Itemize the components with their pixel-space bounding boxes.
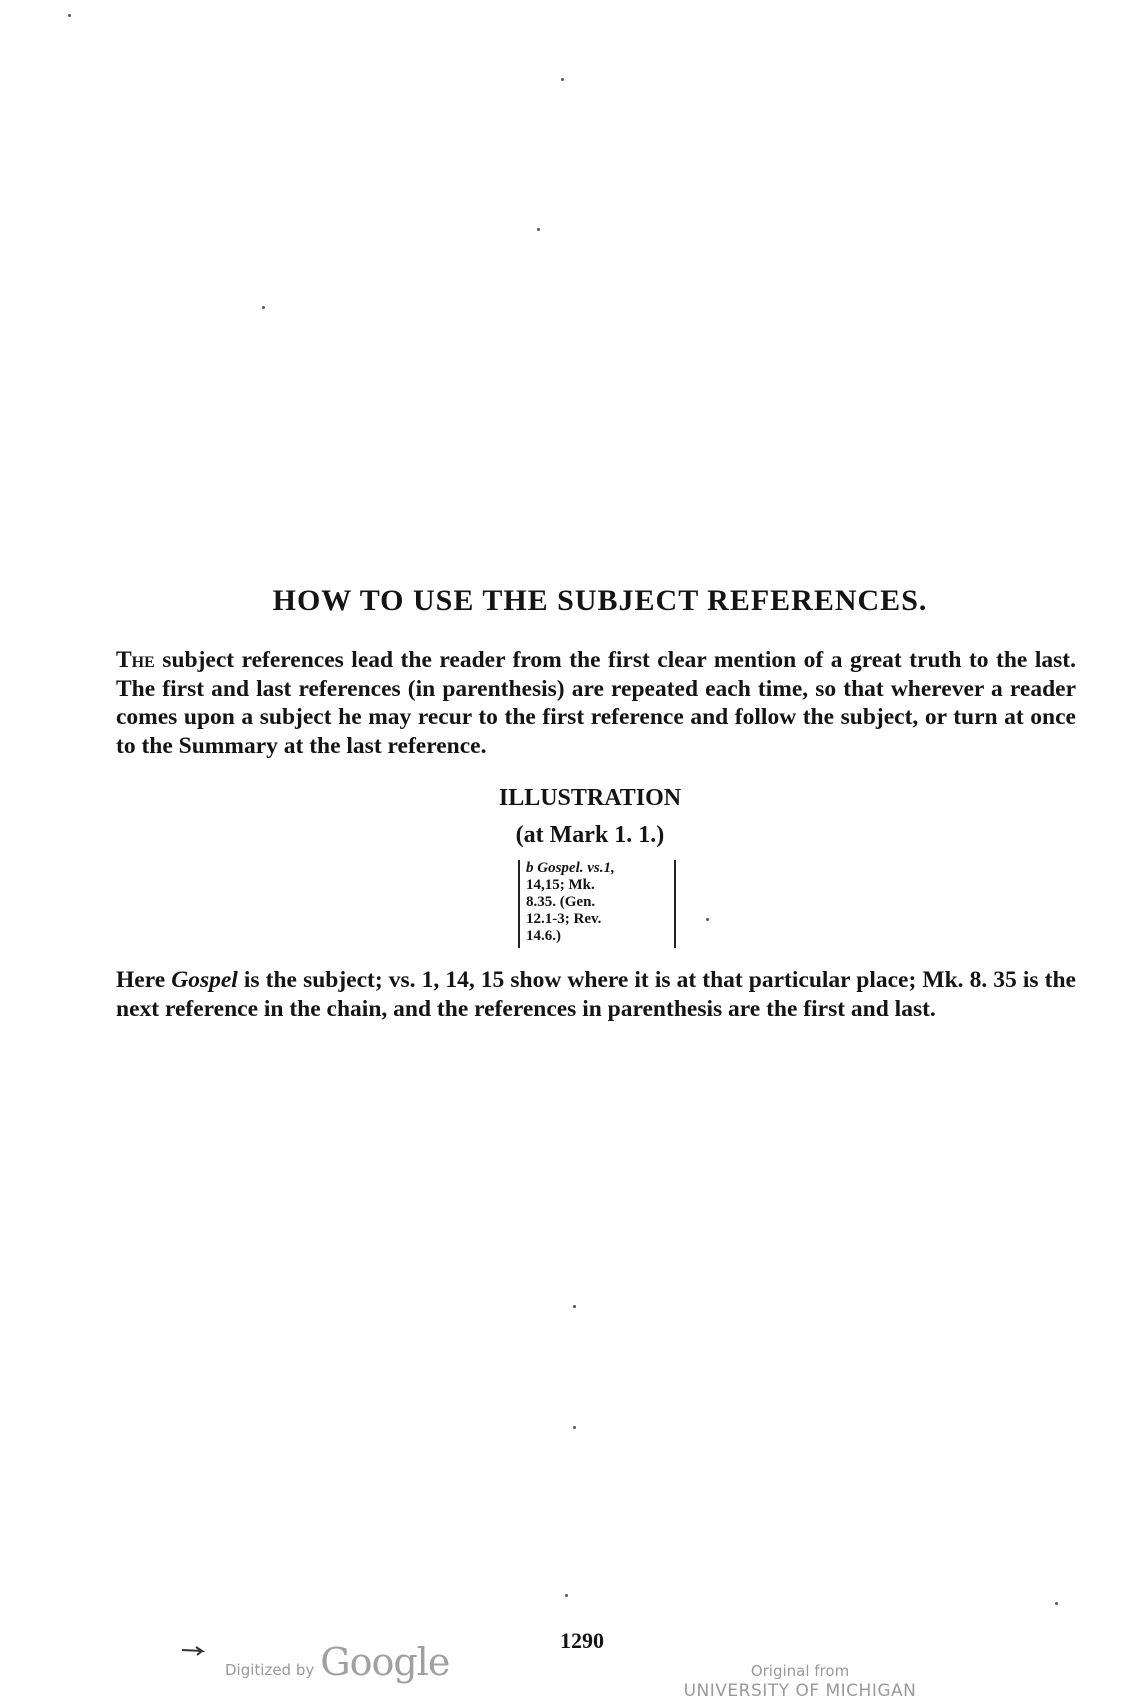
margin-note-line: 14.6.): [526, 928, 561, 944]
margin-note-line: 14,15; Mk.: [526, 877, 595, 893]
margin-reference-note: [518, 860, 676, 948]
margin-note-line: 12.1-3; Rev.: [526, 911, 602, 927]
original-source-watermark: [680, 1662, 920, 1702]
explanation-paragraph: [116, 966, 1076, 1023]
margin-note-line: b Gospel. vs.1,: [526, 860, 615, 876]
explanation-subject: Gospel: [171, 967, 238, 993]
explanation-prefix: Here: [116, 967, 172, 993]
scan-speck: [573, 1305, 576, 1308]
illustration-subheading: (at Mark 1. 1.): [515, 822, 665, 848]
scan-speck: [262, 306, 265, 309]
illustration-heading: ILLUSTRATION: [498, 785, 682, 811]
original-from-label: Original from: [750, 1662, 850, 1680]
scan-speck: [68, 14, 71, 17]
intro-paragraph: [116, 646, 1076, 760]
institution-label: UNIVERSITY OF MICHIGAN: [683, 1681, 917, 1701]
digitized-by-label: Digitized by: [225, 1661, 315, 1679]
google-logo: Google: [320, 1640, 450, 1684]
scan-speck: [706, 918, 709, 921]
page-title: HOW TO USE THE SUBJECT REFERENCES.: [272, 584, 928, 617]
scan-speck: [565, 1594, 568, 1597]
scan-speck: [537, 228, 540, 231]
intro-text: subject references lead the reader from the first clear mention of a great truth to the last. The first and last references (in parenthesis) are repeated each time, so that wherever a reader comes upon a subject he may recur to the first reference and follow the subject, or turn at once to the Summary at the last reference.: [116, 647, 1076, 759]
scan-arrow-mark-icon: [180, 1645, 210, 1657]
scan-speck: [573, 1426, 576, 1429]
digitized-by-watermark: [225, 1640, 449, 1690]
intro-first-word: The: [116, 647, 155, 673]
explanation-text: is the subject; vs. 1, 14, 15 show where it is at that particular place; Mk. 8. 35 is the next reference in the chain, and the references in parenthesis are the first and last.: [116, 967, 1076, 1022]
page-number: 1290: [560, 1628, 604, 1653]
margin-note-line: 8.35. (Gen.: [526, 894, 596, 910]
scan-speck: [1055, 1602, 1058, 1605]
scan-speck: [561, 78, 564, 81]
